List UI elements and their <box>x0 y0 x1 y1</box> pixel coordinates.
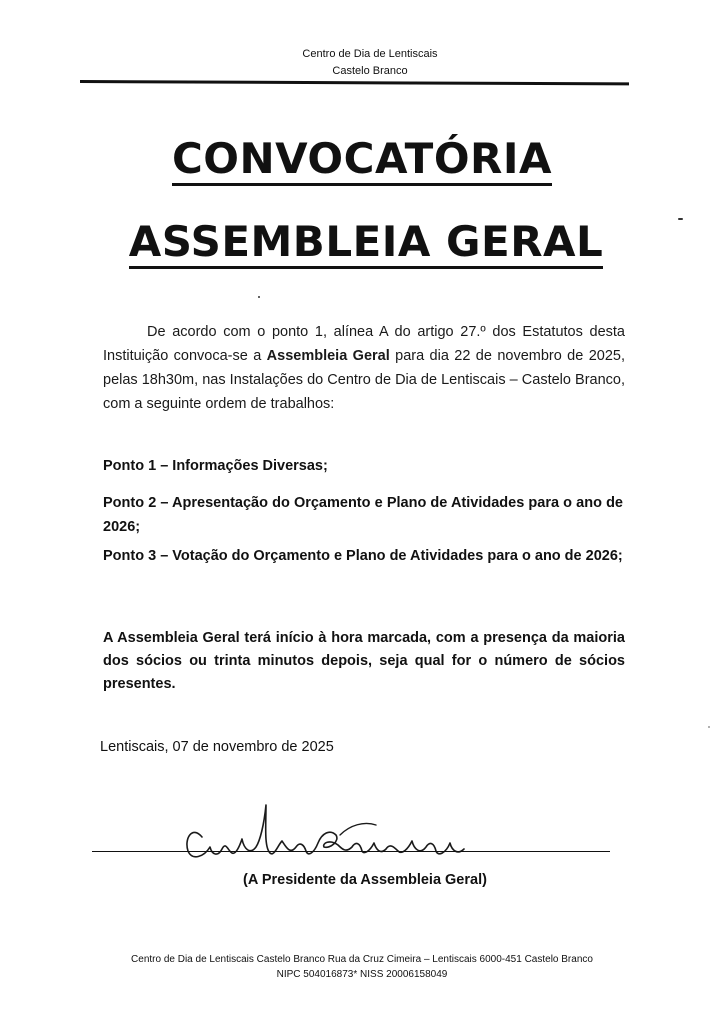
intro-text-start: De acordo com o ponto 1, alínea A do artigo 27.º dos Estatutos desta Instituição convoca-se a <box>103 324 625 364</box>
letterhead <box>230 46 510 80</box>
scan-speck <box>708 726 710 728</box>
signatory-role: (A Presidente da Assembleia Geral) <box>243 872 487 888</box>
intro-text-end: para dia 22 de novembro de 2025, pelas 18h30m, nas Instalações do Centro de Dia de Lentiscais – Castelo Branco, com a seguinte ordem de trabalhos: <box>103 348 625 412</box>
handwritten-signature <box>180 795 470 875</box>
footer-registration: NIPC 504016873* NISS 20006158049 <box>276 969 448 980</box>
closing-paragraph: A Assembleia Geral terá início à hora marcada, com a presença da maioria dos sócios ou trinta minutos depois, seja qual for o número de sócios presentes. <box>103 630 625 692</box>
signature-line <box>92 851 610 852</box>
agenda-point-3: Ponto 3 – Votação do Orçamento e Plano de Atividades para o ano de 2026; <box>103 548 623 564</box>
intro-paragraph <box>103 320 625 416</box>
org-name: Centro de Dia de Lentiscais <box>302 48 438 60</box>
place-date: Lentiscais, 07 de novembro de 2025 <box>100 739 334 755</box>
scan-speck <box>258 296 260 298</box>
title-convocatoria: CONVOCATÓRIA <box>172 136 552 186</box>
scan-speck <box>678 218 683 220</box>
title-line-1 <box>0 135 724 186</box>
agenda-point-1: Ponto 1 – Informações Diversas; <box>103 458 328 474</box>
org-location: Castelo Branco <box>332 65 408 77</box>
agenda-point-2: Ponto 2 – Apresentação do Orçamento e Plano de Atividades para o ano de 2026; <box>103 495 623 535</box>
footer-address: Centro de Dia de Lentiscais Castelo Branco Rua da Cruz Cimeira – Lentiscais 6000-451 Castelo Branco <box>131 954 593 965</box>
title-assembleia-geral: ASSEMBLEIA GERAL <box>129 219 604 269</box>
intro-text-bold: Assembleia Geral <box>266 348 390 364</box>
header-divider <box>80 80 629 85</box>
title-line-2 <box>4 218 724 269</box>
